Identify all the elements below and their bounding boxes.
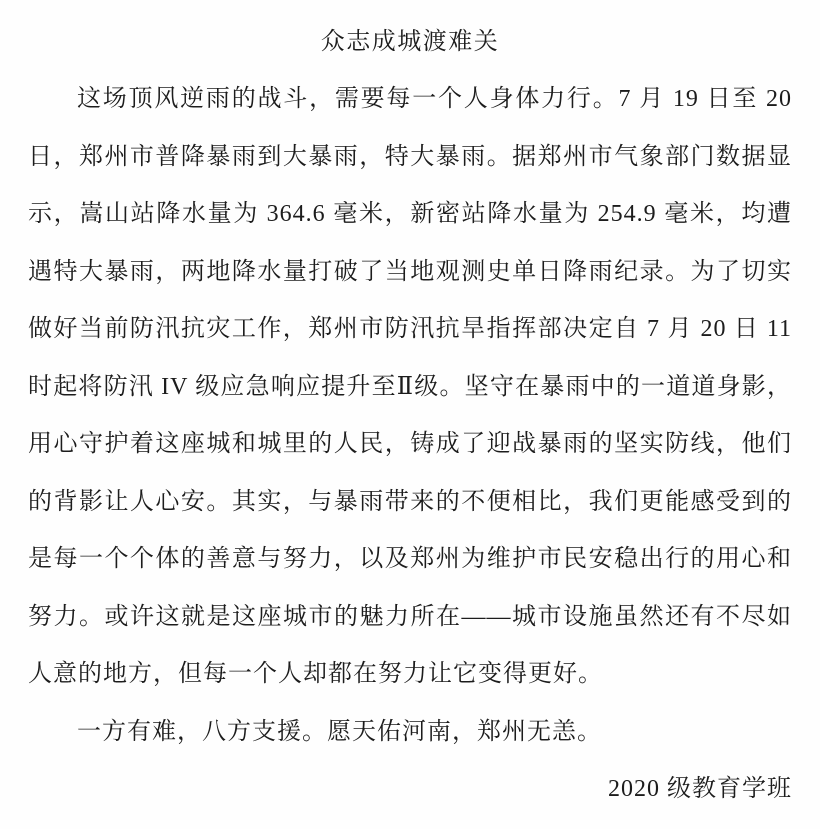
body-line: 这场顶风逆雨的战斗，需要每一个人身体力行。7 月 19 日至 20 — [77, 86, 792, 112]
body-line: 时起将防汛 IV 级应急响应提升至Ⅱ级。坚守在暴雨中的一道道身影， — [28, 373, 792, 400]
body-line: 的背影让人心安。其实，与暴雨带来的不便相比，我们更能感受到的 — [28, 488, 792, 515]
body-line: 遇特大暴雨，两地降水量打破了当地观测史单日降雨纪录。为了切实 — [28, 258, 792, 285]
paragraph-1 — [28, 71, 792, 704]
body-line: 日，郑州市普降暴雨到大暴雨，特大暴雨。据郑州市气象部门数据显 — [28, 143, 792, 170]
body-line: 用心守护着这座城和城里的人民，铸成了迎战暴雨的坚实防线，他们 — [28, 431, 792, 457]
body-line: 人意的地方，但每一个人却都在努力让它变得更好。 — [28, 661, 603, 687]
document-title: 众志成城渡难关 — [320, 29, 500, 55]
body-line: 做好当前防汛抗灾工作，郑州市防汛抗旱指挥部决定自 7 月 20 日 11 — [28, 316, 792, 342]
body-line: 努力。或许这就是这座城市的魅力所在——城市设施虽然还有不尽如 — [28, 603, 792, 630]
body-line: 是每一个个体的善意与努力，以及郑州为维护市民安稳出行的用心和 — [28, 546, 792, 572]
signature: 2020 级教育学班 — [608, 776, 792, 802]
body-line: 示，嵩山站降水量为 364.6 毫米，新密站降水量为 254.9 毫米，均遭 — [28, 201, 792, 227]
closing-line: 一方有难，八方支援。愿天佑河南，郑州无恙。 — [77, 718, 602, 745]
